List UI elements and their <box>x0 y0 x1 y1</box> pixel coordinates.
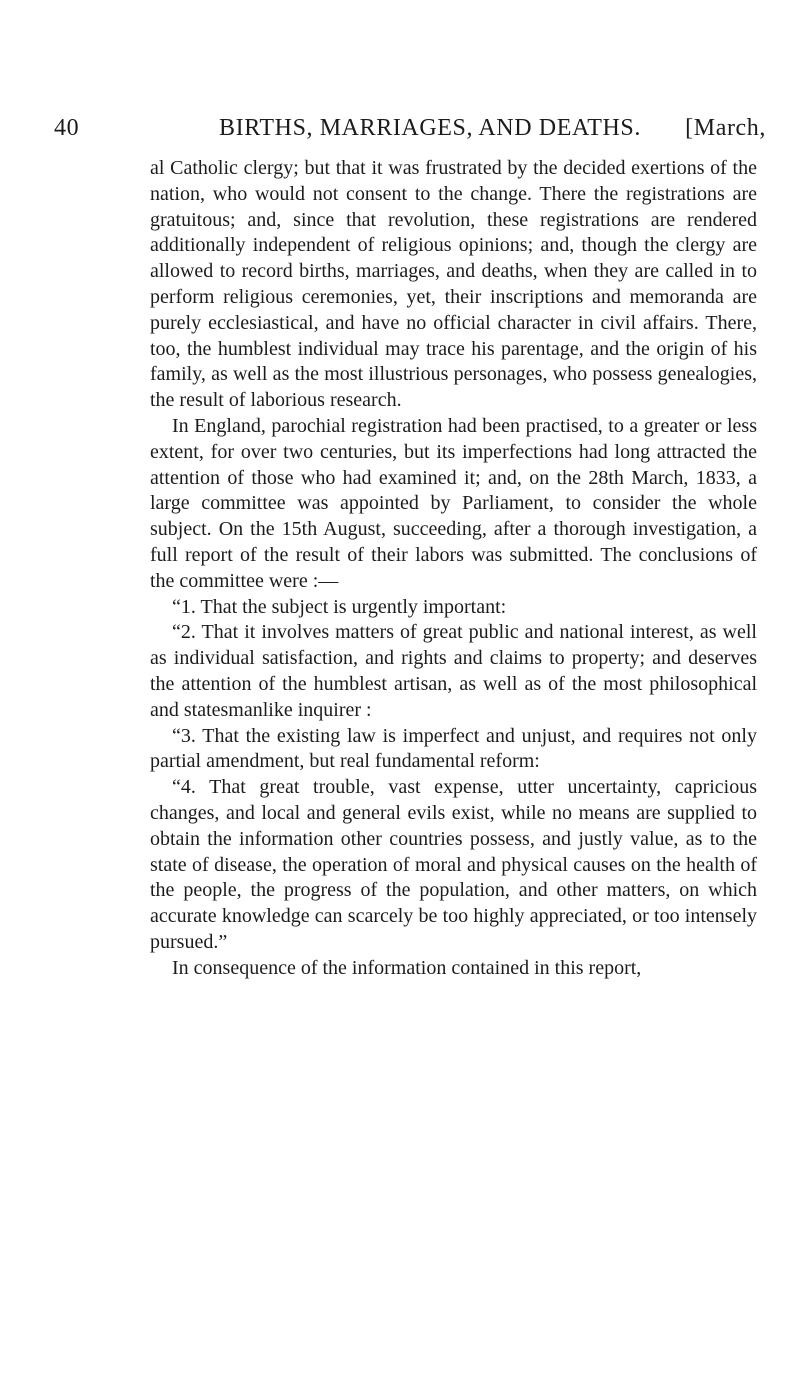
paragraph-final: In consequence of the information contained in this report, <box>172 956 642 979</box>
paragraph-1: al Catholic clergy; but that it was frustrated by the decided exertions of the nation, who would not consent to the change. There the registrations are gratuitous; and, since that revolution, these registrations are rendered additionally independent of religious opinions; and, though the clergy are allowed to record births, marriages, and deaths, when they are called in to perform religious ceremonies, yet, their inscriptions and memoranda are purely ecclesiastical, and have no official character in civil affairs. There, too, the humblest individual may trace his parentage, and the origin of his family, as well as the most illustrious personages, who possess genealogies, the result of laborious research. <box>150 157 757 412</box>
conclusion-3: “3. That the existing law is imperfect and unjust, and requires not only partial amendment, but real fundamental reform: <box>150 724 757 773</box>
conclusion-2: “2. That it involves matters of great public and national interest, as well as individual satisfaction, and rights and claims to property; and deserves the attention of the humblest artisan, as well as of the most philosophical and statesmanlike inquirer : <box>150 621 757 721</box>
header-date: [March, <box>685 115 766 141</box>
body-text <box>150 156 757 982</box>
paragraph-2: In England, parochial registration had been practised, to a greater or less extent, for over two centuries, but its imperfections had long attracted the attention of those who had examined it; and, on the 28th March, 1833, a large committee was appointed by Parliament, to consider the whole subject. On the 15th August, succeeding, after a thorough investigation, a full report of the result of their labors was submitted. The conclusions of the committee were :— <box>150 414 757 592</box>
running-title: BIRTHS, MARRIAGES, AND DEATHS. <box>219 115 641 141</box>
conclusion-4: “4. That great trouble, vast expense, utter uncertainty, capricious changes, and local and general evils exist, while no means are supplied to obtain the information other countries possess, and justly value, as to the state of disease, the operation of moral and physical causes on the health of the people, the progress of the population, and other matters, on which accurate knowledge can scarcely be too highly appreciated, or too intensely pursued.” <box>150 776 757 953</box>
page-header <box>54 115 766 147</box>
conclusion-1: “1. That the subject is urgently important: <box>172 595 507 618</box>
page-number: 40 <box>54 115 80 141</box>
